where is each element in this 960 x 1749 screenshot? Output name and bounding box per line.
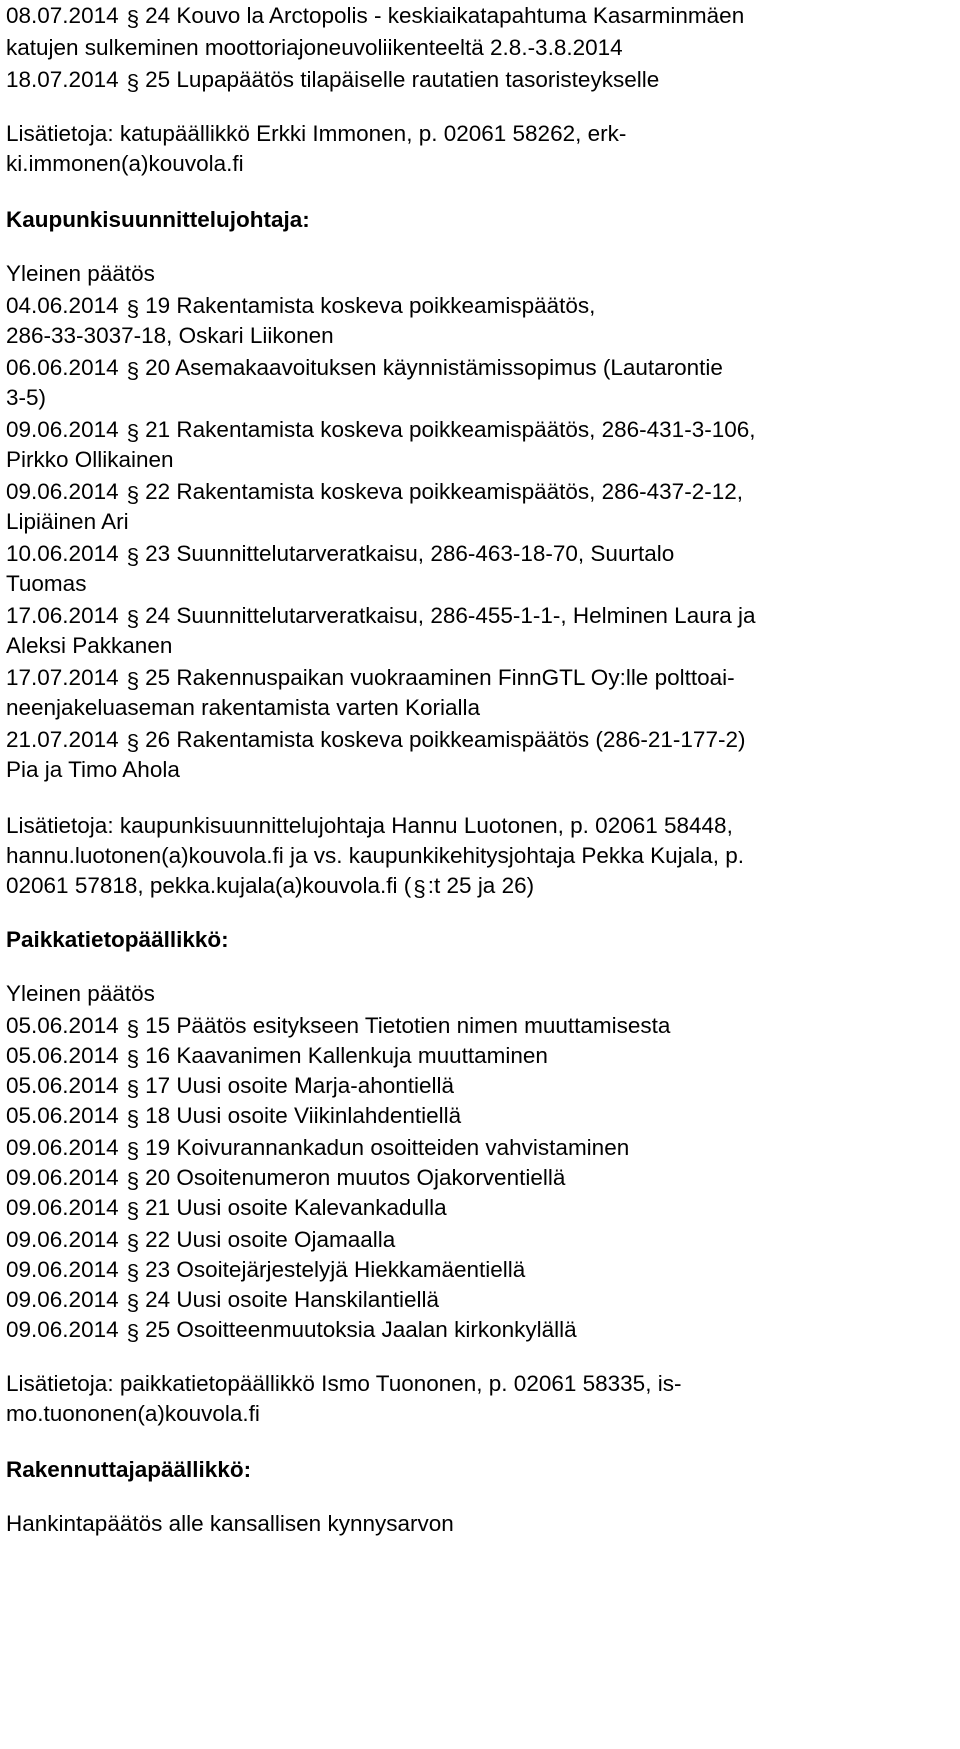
line-rest: 20 Asemakaavoituksen käynnistämissopimus (Lautarontie: [145, 355, 723, 380]
line-rest: 24 Uusi osoite Hanskilantiellä: [145, 1287, 440, 1312]
section-heading: [6, 1456, 251, 1484]
text-line: [6, 1134, 629, 1162]
section-sign-icon: §: [126, 1320, 140, 1345]
line-rest: 22 Uusi osoite Ojamaalla: [145, 1227, 396, 1252]
line-rest: 25 Lupapäätös tilapäiselle rautatien tasoristeykselle: [145, 67, 660, 92]
line-text: 05.06.2014: [6, 1013, 119, 1038]
line-text: mo.tuononen(a)kouvola.fi: [6, 1401, 260, 1426]
text-line: [6, 1042, 548, 1070]
line-rest: 17 Uusi osoite Marja-ahontiellä: [145, 1073, 455, 1098]
section-sign-icon: §: [126, 1168, 140, 1193]
section-sign-icon: §: [126, 1106, 140, 1131]
line-text: Lisätietoja: paikkatietopäällikkö Ismo Tuononen, p. 02061 58335, is-: [6, 1371, 682, 1396]
line-text: 09.06.2014: [6, 417, 119, 442]
text-line: [6, 1370, 681, 1398]
line-text: Hankintapäätös alle kansallisen kynnysarvon: [6, 1511, 454, 1536]
line-rest: 22 Rakentamista koskeva poikkeamispäätös, 286-437-2-12,: [145, 479, 743, 504]
text-line: [6, 1226, 395, 1254]
text-line: [6, 632, 172, 660]
section-sign-icon: §: [126, 1198, 140, 1223]
text-line: [6, 322, 334, 350]
section-sign-icon: §: [126, 668, 140, 693]
line-text: 09.06.2014: [6, 1195, 119, 1220]
line-rest: 19 Koivurannankadun osoitteiden vahvistaminen: [145, 1135, 630, 1160]
text-line: [6, 980, 155, 1008]
line-rest: 24 Kouvo la Arctopolis - keskiaikatapahtuma Kasarminmäen: [145, 3, 745, 28]
line-text: hannu.luotonen(a)kouvola.fi ja vs. kaupunkikehitysjohtaja Pekka Kujala, p.: [6, 843, 744, 868]
section-sign-icon: §: [126, 296, 140, 321]
section-sign-icon: §: [126, 358, 140, 383]
line-rest: 25 Rakennuspaikan vuokraaminen FinnGTL Oy:lle polttoai-: [145, 665, 735, 690]
section-heading: [6, 206, 310, 234]
text-line: [6, 1102, 461, 1130]
line-rest: 21 Rakentamista koskeva poikkeamispäätös, 286-431-3-106,: [145, 417, 756, 442]
line-rest: 16 Kaavanimen Kallenkuja muuttaminen: [145, 1043, 548, 1068]
section-sign-icon: §: [126, 70, 140, 95]
text-line: [6, 120, 626, 148]
text-line: [6, 756, 180, 784]
text-line: [6, 1012, 670, 1040]
text-line: [6, 1256, 525, 1284]
line-text: 04.06.2014: [6, 293, 119, 318]
section-sign-icon: §: [126, 1230, 140, 1255]
section-sign-icon: §: [126, 606, 140, 631]
text-line: [6, 66, 659, 94]
line-text: 02061 57818, pekka.kujala(a)kouvola.fi (: [6, 873, 412, 898]
line-text: Paikkatietopäällikkö:: [6, 927, 229, 952]
line-rest: 19 Rakentamista koskeva poikkeamispäätös,: [145, 293, 596, 318]
text-line: [6, 150, 244, 178]
text-line: [6, 446, 174, 474]
line-text: 09.06.2014: [6, 1317, 119, 1342]
text-line: [6, 570, 86, 598]
line-text: 06.06.2014: [6, 355, 119, 380]
text-line: [6, 1316, 577, 1344]
text-line: [6, 726, 745, 754]
text-line: [6, 1400, 260, 1428]
line-text: Lipiäinen Ari: [6, 509, 129, 534]
line-rest: 23 Suunnittelutarveratkaisu, 286-463-18-70, Suurtalo: [145, 541, 675, 566]
line-text: 09.06.2014: [6, 1257, 119, 1282]
line-text: Lisätietoja: kaupunkisuunnittelujohtaja Hannu Luotonen, p. 02061 58448,: [6, 813, 733, 838]
text-line: [6, 260, 155, 288]
section-sign-icon: §: [126, 1016, 140, 1041]
line-text: 21.07.2014: [6, 727, 119, 752]
text-line: [6, 384, 46, 412]
line-text: 3-5): [6, 385, 47, 410]
line-text: 08.07.2014: [6, 3, 119, 28]
line-rest: 15 Päätös esitykseen Tietotien nimen muuttamisesta: [145, 1013, 671, 1038]
line-text: Rakennuttajapäällikkö:: [6, 1457, 252, 1482]
text-line: [6, 478, 743, 506]
text-line: [6, 1194, 447, 1222]
line-rest: 18 Uusi osoite Viikinlahdentiellä: [145, 1103, 462, 1128]
text-line: [6, 602, 756, 630]
text-line: [6, 842, 744, 870]
line-text: neenjakeluaseman rakentamista varten Korialla: [6, 695, 481, 720]
line-text: 05.06.2014: [6, 1043, 119, 1068]
line-rest: 23 Osoitejärjestelyjä Hiekkamäentiellä: [145, 1257, 526, 1282]
section-sign-icon: §: [126, 1138, 140, 1163]
line-text: 09.06.2014: [6, 479, 119, 504]
text-line: [6, 354, 723, 382]
text-line: [6, 1286, 439, 1314]
line-text: Yleinen päätös: [6, 261, 155, 286]
line-rest: 24 Suunnittelutarveratkaisu, 286-455-1-1-, Helminen Laura ja: [145, 603, 756, 628]
line-text: 286-33-3037-18, Oskari Liikonen: [6, 323, 334, 348]
line-text: 17.07.2014: [6, 665, 119, 690]
line-text: 18.07.2014: [6, 67, 119, 92]
line-text: 05.06.2014: [6, 1073, 119, 1098]
line-text: Tuomas: [6, 571, 87, 596]
text-line: [6, 664, 735, 692]
section-sign-icon: §: [126, 1046, 140, 1071]
line-text: Yleinen päätös: [6, 981, 155, 1006]
section-sign-icon: §: [126, 1260, 140, 1285]
line-text: Pia ja Timo Ahola: [6, 757, 180, 782]
line-text: ki.immonen(a)kouvola.fi: [6, 151, 244, 176]
line-text: 09.06.2014: [6, 1227, 119, 1252]
line-text: Lisätietoja: katupäällikkö Erkki Immonen, p. 02061 58262, erk-: [6, 121, 627, 146]
line-rest: 25 Osoitteenmuutoksia Jaalan kirkonkylällä: [145, 1317, 577, 1342]
section-sign-icon: §: [126, 6, 140, 31]
section-sign-icon: §: [126, 420, 140, 445]
line-text: 09.06.2014: [6, 1135, 119, 1160]
line-text: Kaupunkisuunnittelujohtaja:: [6, 207, 310, 232]
section-sign-icon: §: [126, 482, 140, 507]
text-line: [6, 34, 623, 62]
section-sign-icon: §: [126, 544, 140, 569]
line-rest: 26 Rakentamista koskeva poikkeamispäätös (286-21-177-2): [145, 727, 746, 752]
text-line: [6, 812, 733, 840]
line-text: 09.06.2014: [6, 1165, 119, 1190]
line-text: Aleksi Pakkanen: [6, 633, 173, 658]
text-line: [6, 872, 534, 900]
line-text: 10.06.2014: [6, 541, 119, 566]
section-sign-icon: §: [126, 730, 140, 755]
text-line: [6, 1164, 565, 1192]
section-sign-icon: §: [126, 1290, 140, 1315]
line-text: 09.06.2014: [6, 1287, 119, 1312]
line-rest: 21 Uusi osoite Kalevankadulla: [145, 1195, 447, 1220]
text-line: [6, 2, 744, 30]
line-text: Pirkko Ollikainen: [6, 447, 174, 472]
section-heading: [6, 926, 229, 954]
text-line: [6, 694, 480, 722]
text-line: [6, 508, 129, 536]
text-line: [6, 416, 756, 444]
section-sign-icon: §: [126, 1076, 140, 1101]
text-line: [6, 1072, 454, 1100]
line-text: 05.06.2014: [6, 1103, 119, 1128]
line-text: katujen sulkeminen moottoriajoneuvoliikenteeltä 2.8.-3.8.2014: [6, 35, 623, 60]
section-sign-icon: §: [413, 876, 426, 901]
text-line: [6, 540, 674, 568]
line-rest: 20 Osoitenumeron muutos Ojakorventiellä: [145, 1165, 566, 1190]
line-rest: :t 25 ja 26): [427, 873, 535, 898]
line-text: 17.06.2014: [6, 603, 119, 628]
text-line: [6, 292, 595, 320]
text-line: [6, 1510, 454, 1538]
